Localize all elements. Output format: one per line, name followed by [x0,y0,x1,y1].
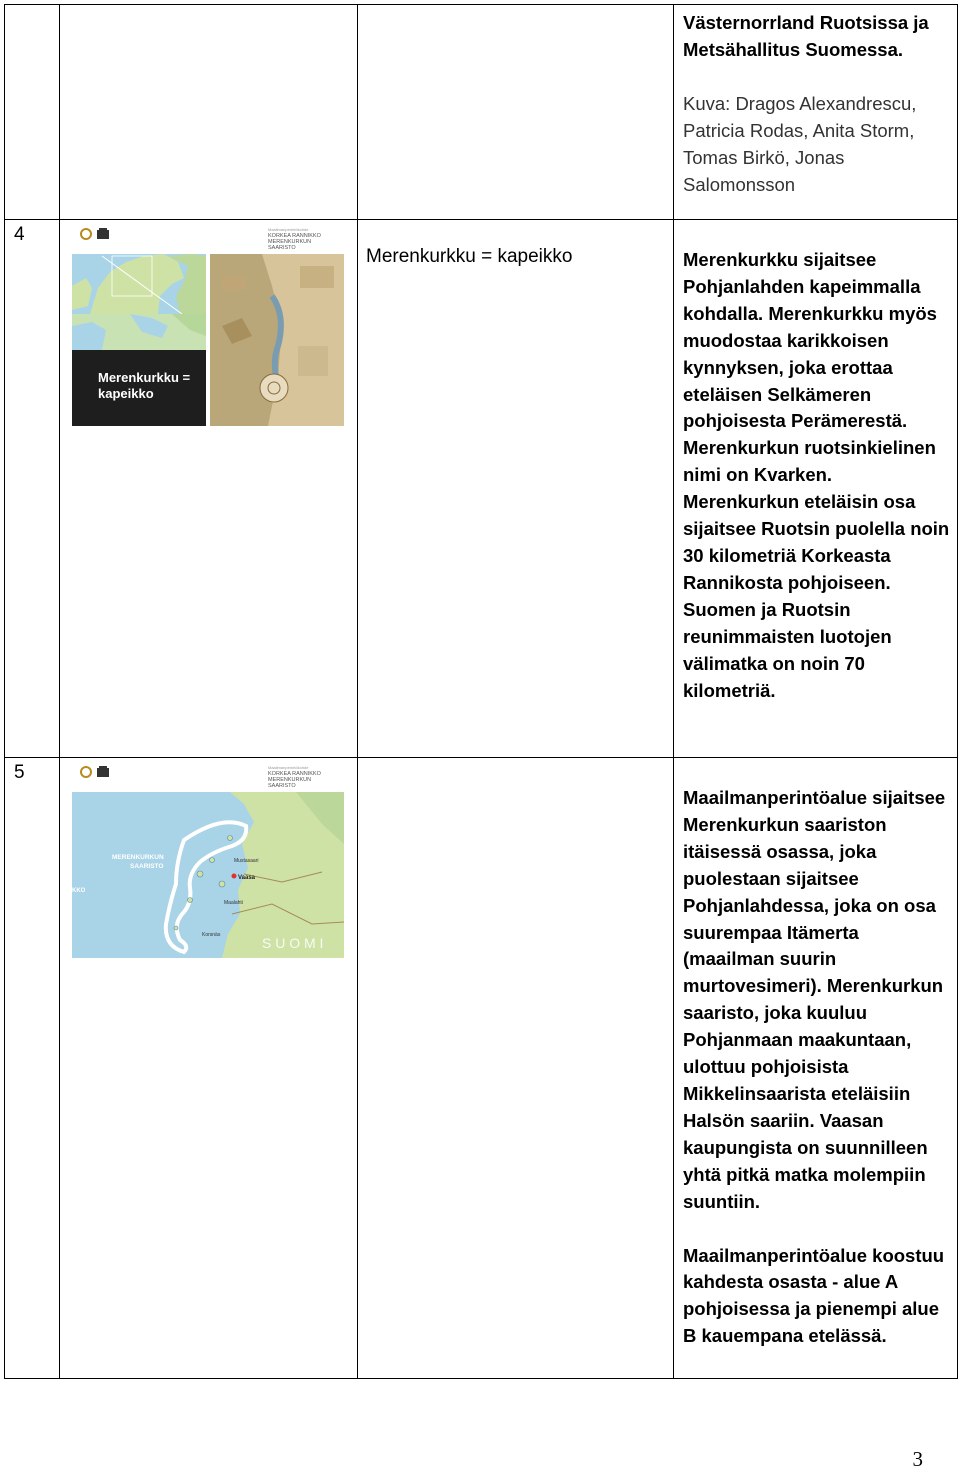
row-number: 4 [14,224,25,245]
map-label-maalahti: Maalahti [224,900,243,906]
map-label-suomi: S U O M I [262,935,324,951]
unesco-logo-icon [81,228,109,239]
cell-slide [60,220,358,758]
map-label-mustasaari: Mustasaari [234,858,259,864]
row-description: Merenkurkku sijaitsee Pohjanlahden kapeimmalla kohdalla. Merenkurkku myös muodostaa karikkoisen kynnyksen, joka erottaa eteläisen Selkämeren pohjoisesta Perämerestä. Merenkurkun ruotsinkielinen nimi on Kvarken. Merenkurkun eteläisin osa sijaitsee Ruotsin puolella noin 30 kilometriä Korkeasta Rannikosta pohjoiseen. Suomen ja Ruotsin reunimmaisten luotojen välimatka on noin 70 kilometriä. [683,249,950,701]
cell-description [674,220,958,758]
svg-text:SAARISTO: SAARISTO [130,863,164,870]
cell-slide [60,758,358,1379]
document-table [4,4,958,1379]
cell-title [358,220,674,758]
cell-number [5,220,60,758]
photo-credit: Kuva: Dragos Alexandrescu, Patricia Rodas, Anita Storm, Tomas Birkö, Jonas Salomonsson [683,92,917,195]
table-row [5,758,958,1379]
slide-image [72,226,344,426]
svg-text:SAARISTO: SAARISTO [268,245,296,251]
cell-description [674,758,958,1379]
map-label-vaasa: Vaasa [238,875,256,881]
row-description-1: Maailmanperintöalue sijaitsee Merenkurkun saariston itäisessä osassa, joka puolestaan sijaitsee Pohjanlahdessa, joka on osa suurempaa Itämerta (maailman suurin murtovesimeri). Merenkurkun saaristo, joka kuuluu Pohjanmaan maakuntaan, ulottuu pohjoisista Mikkelinsaarista eteläisiin Halsön saariin. Vaasan kaupungista on suunnilleen yhtä pitkä matka molempiin suuntiin. [683,787,946,1212]
slide-thumbnail [72,226,344,426]
svg-text:SAARISTO: SAARISTO [268,783,296,789]
map-label-edge: KKO [72,888,86,894]
slide-image [72,764,344,964]
page-number: 3 [912,1447,923,1471]
row-description-2: Maailmanperintöalue koostuu kahdesta osasta - alue A pohjoisessa ja pienempi alue B kauempana etelässä. [683,1244,945,1347]
cell-title [358,758,674,1379]
cell-description [674,5,958,220]
slide-header-1: KORKEA RANNIKKO [268,233,321,239]
cell-title [358,5,674,220]
slide-caption-1: Merenkurkku = [98,370,191,385]
svg-text:MERENKURKUN: MERENKURKUN [268,239,312,245]
cell-number [5,5,60,220]
table-row [5,220,958,758]
cell-slide [60,5,358,220]
map-label-korsnas: Korsnäs [202,932,221,938]
map-label-area: MERENKURKUN [112,854,164,861]
row-number: 5 [14,762,25,783]
slide-caption-2: kapeikko [98,386,154,401]
slide-header-1: KORKEA RANNIKKO [268,771,321,777]
svg-text:MERENKURKUN: MERENKURKUN [268,777,312,783]
svg-text:Maailmanperintökohde: Maailmanperintökohde [268,227,309,232]
cell-number [5,758,60,1379]
row-title: Merenkurkku = kapeikko [366,246,573,267]
table-row [5,5,958,220]
unesco-logo-icon [81,766,109,777]
svg-text:Maailmanperintökohde: Maailmanperintökohde [268,765,309,770]
slide-thumbnail [72,764,344,964]
row-prev-text: Västernorrland Ruotsissa ja Metsähallitus Suomessa. [683,12,929,60]
